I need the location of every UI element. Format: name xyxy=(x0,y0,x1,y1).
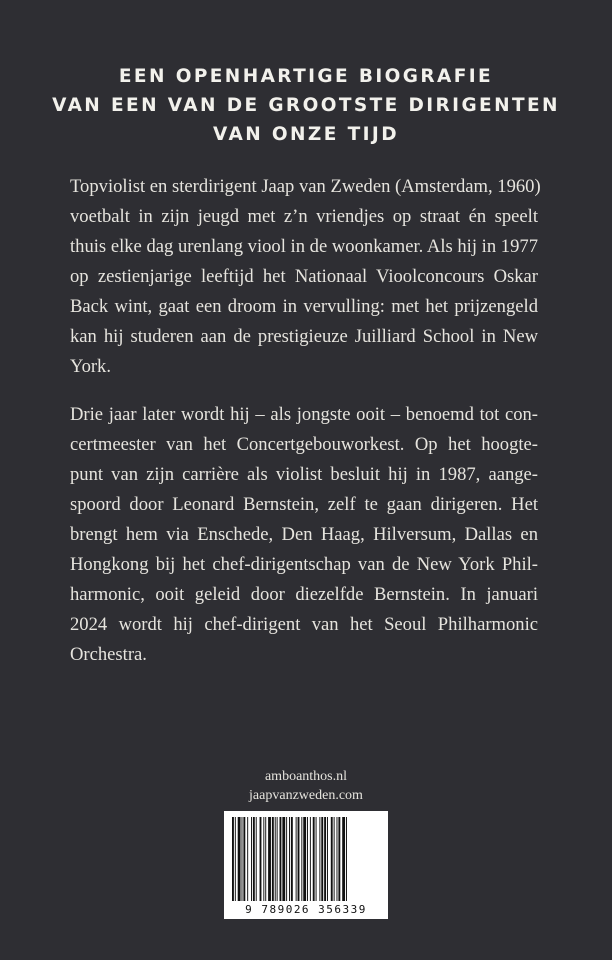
text-line: Back wint, gaat een droom in vervulling: met het prijzengeld xyxy=(70,296,538,317)
barcode-bar xyxy=(319,817,320,901)
barcode-bar xyxy=(331,817,333,901)
barcode-bar xyxy=(247,817,248,901)
back-cover-headline xyxy=(0,62,612,149)
barcode-bar xyxy=(291,817,293,901)
text-line: Hongkong bij het chef-dirigentschap van de New York Phil- xyxy=(70,554,538,575)
barcode-bar xyxy=(338,817,340,901)
text-line: Drie jaar later wordt hij – als jongste ooit – benoemd tot con- xyxy=(70,404,538,425)
text-line: punt van zijn carrière als violist besluit hij in 1987, aange- xyxy=(70,464,538,485)
text-line: York. xyxy=(70,356,112,377)
barcode-bar xyxy=(313,817,315,901)
blurb-paragraph-1 xyxy=(70,172,541,382)
barcode-bar xyxy=(324,817,326,901)
text-line: voetbalt in zijn jeugd met z’n vriendjes op straat én speelt xyxy=(70,206,538,227)
website-links xyxy=(0,767,612,805)
barcode-bar xyxy=(337,817,338,901)
barcode-bar xyxy=(282,817,285,901)
barcode-bar xyxy=(296,817,297,901)
barcode-bar xyxy=(277,817,278,901)
barcode-bar xyxy=(346,817,347,901)
barcode-bar xyxy=(256,817,257,901)
headline-line-2: VAN EEN VAN DE GROOTSTE DIRIGENTEN xyxy=(52,95,560,116)
barcode-bar xyxy=(268,817,271,901)
barcode-bar xyxy=(316,817,317,901)
text-line: brengt hem via Enschede, Den Haag, Hilversum, Dallas en xyxy=(70,524,538,545)
barcode-bar xyxy=(334,817,335,901)
text-line: kan hij studeren aan de prestigieuze Juilliard School in New xyxy=(70,326,538,347)
barcode-bar xyxy=(303,817,306,901)
barcode-bar xyxy=(251,817,252,901)
isbn-digits: 9 789026 356339 xyxy=(245,903,367,916)
barcode-bar xyxy=(286,817,287,901)
headline-line-1: EEN OPENHARTIGE BIOGRAFIE xyxy=(118,66,494,87)
barcode-bar xyxy=(275,817,276,901)
barcode-bar xyxy=(307,817,308,901)
barcode-bar xyxy=(280,817,282,901)
barcode-bar xyxy=(243,817,245,901)
barcode-bar xyxy=(265,817,266,901)
barcode-bar xyxy=(327,817,328,901)
text-line: harmonic, ooit geleid door diezelfde Bernstein. In januari xyxy=(70,584,538,605)
barcode-bar xyxy=(238,817,241,901)
text-line: Topviolist en sterdirigent Jaap van Zweden (Amsterdam, 1960) xyxy=(70,176,541,197)
barcode-bar xyxy=(342,817,345,901)
isbn-barcode xyxy=(224,811,388,919)
barcode-bar xyxy=(272,817,274,901)
blurb-paragraph-2 xyxy=(70,400,538,670)
text-line: 2024 wordt hij chef-dirigent van het Seoul Philharmonic xyxy=(70,614,538,635)
barcode-bar xyxy=(310,817,311,901)
text-line: thuis elke dag urenlang viool in de woonkamer. Als hij in 1977 xyxy=(70,236,538,257)
barcode-bar xyxy=(301,817,302,901)
barcode-bar xyxy=(235,817,236,901)
publisher-url: amboanthos.nl xyxy=(264,769,348,784)
author-website-url: jaapvanzweden.com xyxy=(249,788,363,803)
barcode-bar xyxy=(260,817,262,901)
barcode-bar xyxy=(253,817,255,901)
barcode-bar xyxy=(289,817,290,901)
text-line: op zestienjarige leeftijd het Nationaal Vioolconcours Oskar xyxy=(70,266,538,287)
barcode-bar xyxy=(242,817,243,901)
barcode-bar xyxy=(298,817,300,901)
text-line: certmeester van het Concertgebouworkest. Op het hoogte- xyxy=(70,434,538,455)
text-line: spoord door Leonard Bernstein, zelf te gaan dirigeren. Het xyxy=(70,494,538,515)
barcode-bar xyxy=(321,817,323,901)
text-line: Orchestra. xyxy=(70,644,147,665)
barcode-bar xyxy=(263,817,264,901)
barcode-bar xyxy=(232,817,234,901)
headline-line-3: VAN ONZE TIJD xyxy=(213,124,399,145)
